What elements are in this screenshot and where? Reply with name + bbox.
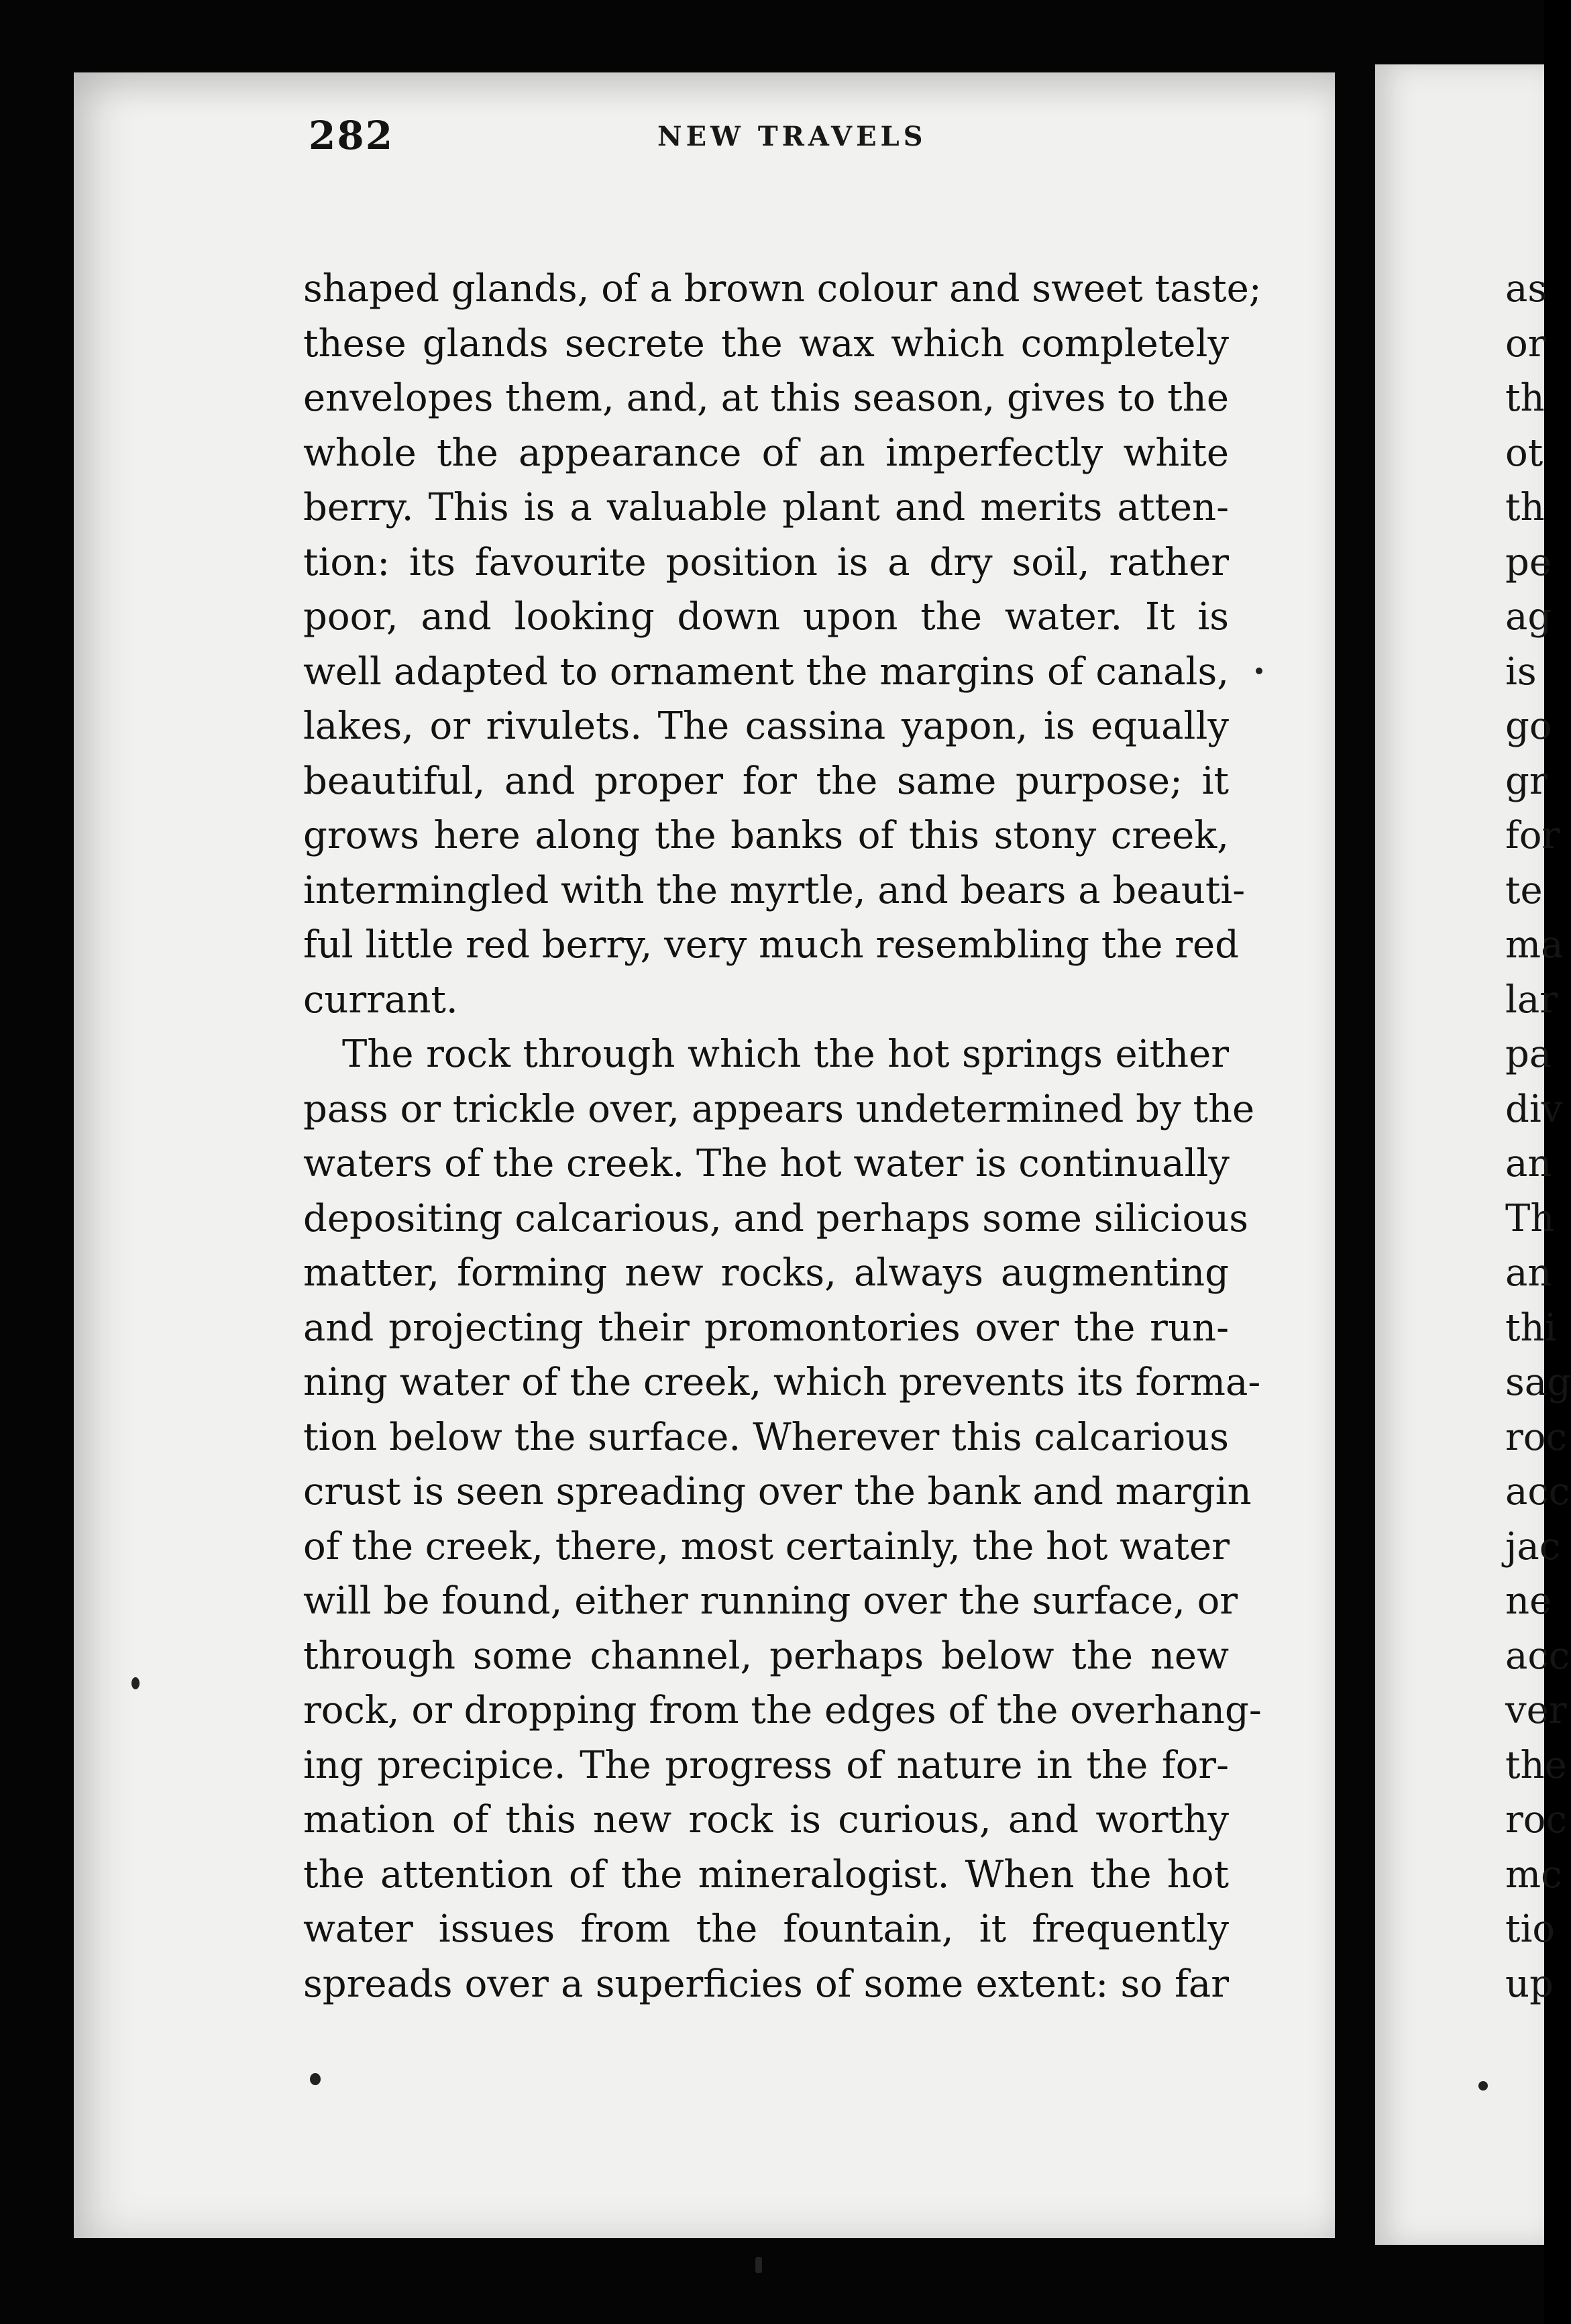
fragment-line: ma [1505,923,1564,967]
fragment-line: acc [1505,1634,1570,1678]
text-line: poor, and looking down upon the water. It is [303,595,1229,639]
fragment-line: Th [1505,1196,1555,1240]
fragment-line: roc [1505,1415,1567,1459]
fragment-line: or [1505,321,1546,366]
fragment-line: th [1505,376,1545,420]
ink-speck [1478,2081,1488,2091]
text-line: beautiful, and proper for the same purpose; it [303,759,1229,803]
page-number: 282 [309,113,394,158]
fragment-line: div [1505,1087,1563,1131]
text-line: mation of this new rock is curious, and worthy [303,1798,1229,1842]
fragment-line: te [1505,868,1543,912]
fragment-line: ag [1505,595,1552,639]
fragment-line: tio [1505,1907,1556,1951]
text-line: waters of the creek. The hot water is continually [303,1142,1230,1185]
fragment-line: as [1505,267,1548,311]
fragment-line: ne [1505,1579,1552,1623]
paragraph-start-line: The rock through which the hot springs either [342,1033,1229,1076]
running-head-title: NEW TRAVELS [657,121,927,152]
text-line: crust is seen spreading over the bank and margin [303,1470,1252,1514]
fragment-line: ver [1505,1689,1567,1732]
text-line: well adapted to ornament the margins of canals, [303,649,1229,694]
ink-speck [755,2257,762,2273]
fragment-line: lar [1505,978,1558,1022]
fragment-line: for [1505,814,1560,857]
fragment-line: thi [1505,1306,1557,1350]
fragment-line: mc [1505,1852,1562,1897]
text-line: depositing calcarious, and perhaps some silicious [303,1196,1248,1240]
fragment-line: th [1505,486,1545,529]
running-head [309,113,1382,173]
text-line: these glands secrete the wax which completely [303,321,1229,366]
fragment-line: sag [1505,1361,1571,1404]
fragment-line: acc [1505,1470,1570,1514]
text-line: currant. [303,978,458,1022]
text-line: whole the appearance of an imperfectly white [303,431,1229,475]
text-line: and projecting their promontories over the run- [303,1306,1229,1350]
text-line: grows here along the banks of this stony creek, [303,814,1229,857]
text-line: rock, or dropping from the edges of the overhang- [303,1689,1262,1732]
text-line: the attention of the mineralogist. When the hot [303,1852,1229,1897]
text-line: pass or trickle over, appears undetermined by the [303,1087,1255,1131]
text-line: shaped glands, of a brown colour and sweet taste; [303,267,1262,311]
right-page-fragments [1505,262,1571,2011]
fragment-line: pe [1505,540,1552,584]
fragment-line: pa [1505,1033,1552,1076]
fragment-line: is [1505,649,1537,694]
text-line: spreads over a superficies of some extent: so far [303,1962,1229,2006]
ink-speck [1256,668,1262,674]
text-line: tion: its favourite position is a dry soil, rather [303,540,1229,584]
text-line: of the creek, there, most certainly, the hot water [303,1524,1230,1569]
text-line: ing precipice. The progress of nature in the for- [303,1743,1229,1787]
text-line: intermingled with the myrtle, and bears a beauti- [303,868,1246,912]
ink-speck [131,1677,140,1689]
fragment-line: the [1505,1743,1567,1787]
text-line: ful little red berry, very much resembling the red [303,923,1239,967]
text-line: envelopes them, and, at this season, gives to the [303,376,1229,420]
fragment-line: ot [1505,431,1543,475]
ink-speck [310,2073,321,2085]
fragment-line: go [1505,704,1552,748]
fragment-line: jac [1505,1524,1561,1569]
text-line: will be found, either running over the surface, or [303,1579,1238,1623]
text-line: matter, forming new rocks, always augmenting [303,1251,1229,1295]
fragment-line: up [1505,1962,1554,2006]
fragment-line: roc [1505,1798,1567,1842]
text-line: water issues from the fountain, it frequently [303,1907,1229,1951]
fragment-line: an [1505,1251,1552,1295]
body-text [303,262,1262,2011]
text-line: lakes, or rivulets. The cassina yapon, is equally [303,704,1229,748]
text-line: ning water of the creek, which prevents its forma- [303,1361,1261,1404]
text-line: berry. This is a valuable plant and merits atten- [303,486,1229,529]
fragment-line: an [1505,1142,1552,1185]
fragment-line: gr [1505,759,1548,803]
text-line: through some channel, perhaps below the new [303,1634,1229,1678]
text-line: tion below the surface. Wherever this calcarious [303,1415,1229,1459]
